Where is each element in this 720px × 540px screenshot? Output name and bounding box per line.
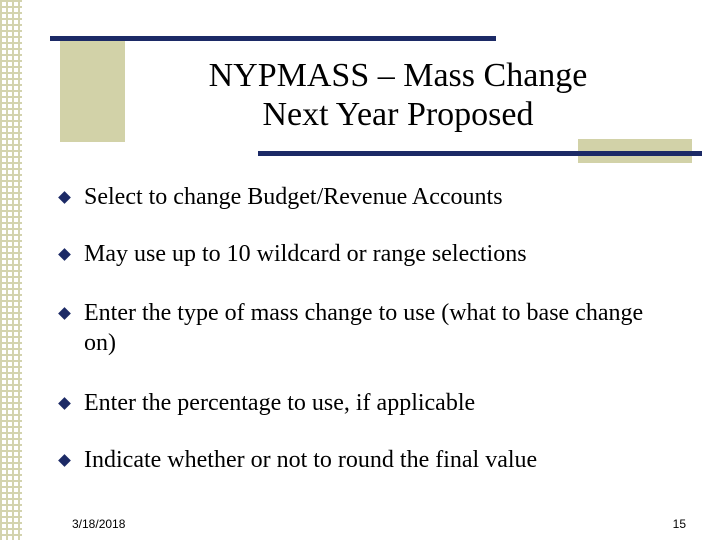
bullet-text: Select to change Budget/Revenue Accounts — [84, 184, 503, 210]
navy-accent-bar-bottom — [258, 151, 702, 156]
bullet-text: Enter the type of mass change to use (what to base change on) — [84, 300, 644, 356]
slide-title-line1: NYPMASS – Mass Change — [208, 57, 588, 94]
diamond-bullet-icon — [58, 397, 71, 410]
footer-date: 3/18/2018 — [72, 517, 126, 531]
left-decorative-band — [0, 0, 22, 540]
page-number: 15 — [672, 517, 686, 531]
bullet-text: Enter the percentage to use, if applicable — [84, 390, 476, 416]
diamond-bullet-icon — [58, 248, 71, 261]
diamond-bullet-icon — [58, 454, 71, 467]
slide-title-line2: Next Year Proposed — [262, 96, 534, 133]
bullet-text: May use up to 10 wildcard or range selections — [84, 241, 527, 267]
bullet-text: Indicate whether or not to round the final value — [84, 447, 538, 473]
khaki-accent-block-left — [60, 41, 125, 142]
diamond-bullet-icon — [58, 307, 71, 320]
navy-accent-bar-top — [50, 36, 496, 41]
diamond-bullet-icon — [58, 191, 71, 204]
slide-title — [128, 56, 668, 134]
